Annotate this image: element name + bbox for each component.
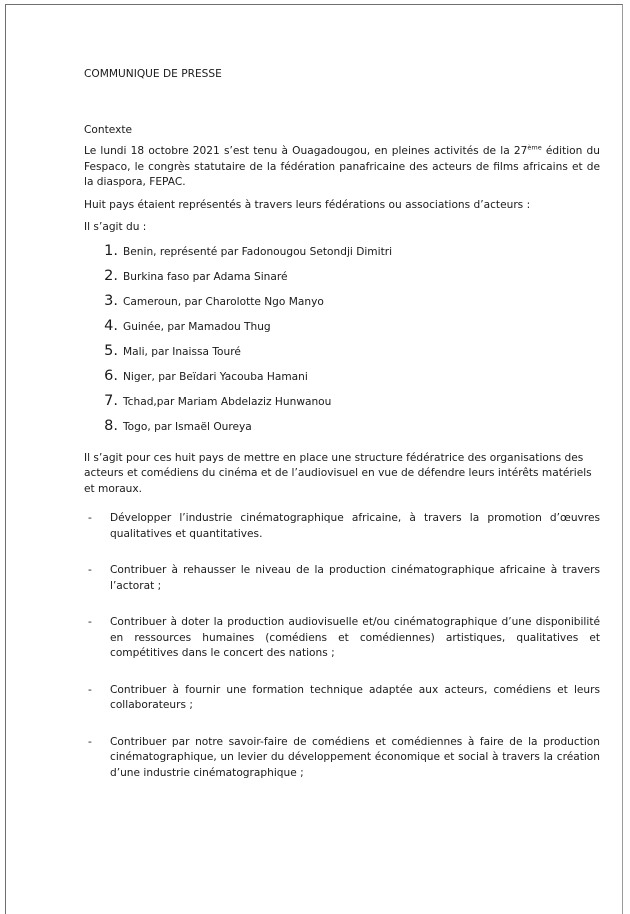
intro-text-start: Le lundi 18 octobre 2021 s’est tenu à Ouagadougou, en pleines activités de la 27 [84, 145, 528, 157]
document-page [5, 4, 623, 914]
objectives-list [84, 511, 600, 781]
intro-paragraph [84, 144, 600, 191]
bullet-dash: - [88, 512, 92, 524]
objective-text: Développer l’industrie cinématographique africaine, à travers la promotion d’œuvres qualitatives et quantitatives. [110, 512, 600, 540]
country-list-item [84, 319, 600, 344]
bullet-dash: - [88, 616, 92, 628]
list-intro-paragraph: Il s’agit du : [84, 221, 147, 233]
objective-item [84, 563, 600, 594]
bullet-dash: - [88, 683, 92, 696]
list-number: 1. [104, 242, 118, 259]
country-entry: Togo, par Ismaël Oureya [123, 420, 252, 433]
list-number: 8. [104, 417, 118, 434]
list-number: 2. [104, 267, 118, 284]
country-list-item [84, 419, 600, 444]
objective-item [84, 683, 600, 714]
objective-paragraph: Il s’agit pour ces huit pays de mettre en place une structure fédératrice des organisations des acteurs et comédiens du cinéma et de l’audiovisuel en vue de défendre leurs intérêts matériels et moraux. [84, 451, 592, 495]
context-title: Contexte [84, 123, 133, 136]
objective-item [84, 735, 600, 782]
country-entry: Burkina faso par Adama Sinaré [123, 270, 288, 283]
ordinal-superscript: ème [527, 143, 542, 152]
country-list-item [84, 294, 600, 319]
list-number: 5. [104, 342, 118, 359]
bullet-dash: - [88, 564, 92, 576]
country-list [84, 244, 600, 444]
country-entry: Niger, par Beïdari Yacouba Hamani [123, 370, 308, 383]
list-number: 7. [104, 392, 118, 409]
objective-text: Contribuer à doter la production audiovisuelle et/ou cinématographique d’une disponibilité en ressources humaines (comédiens et comédiennes) artistiques, qualitatives et compétitives dans le concert des nations ; [110, 616, 600, 659]
bullet-dash: - [88, 735, 92, 748]
list-number: 4. [104, 317, 118, 334]
country-entry: Benin, représenté par Fadonougou Setondji Dimitri [123, 245, 393, 258]
document-heading: COMMUNIQUE DE PRESSE [84, 68, 222, 80]
intro-text-end: édition du Fespaco, le congrès statutaire de la fédération panafricaine des acteurs de films africains et de la diaspora, FEPAC. [84, 145, 600, 188]
list-number: 3. [104, 292, 118, 309]
objective-text: Contribuer à fournir une formation technique adaptée aux acteurs, comédiens et leurs collaborateurs ; [110, 683, 600, 711]
country-list-item [84, 369, 600, 394]
objective-item [84, 511, 600, 542]
list-number: 6. [104, 367, 118, 384]
country-entry: Tchad,par Mariam Abdelaziz Hunwanou [123, 395, 332, 408]
document-body [84, 67, 600, 802]
country-entry: Guinée, par Mamadou Thug [123, 320, 271, 333]
country-list-item [84, 344, 600, 369]
country-list-item [84, 394, 600, 419]
objective-text: Contribuer à rehausser le niveau de la production cinématographique africaine à travers l’actorat ; [110, 564, 600, 592]
country-list-item [84, 244, 600, 269]
country-entry: Cameroun, par Charolotte Ngo Manyo [123, 295, 324, 308]
objective-text: Contribuer par notre savoir-faire de comédiens et comédiennes à faire de la production cinématographique, un levier du développement économique et social à travers la création d’une industrie cinématographique ; [110, 735, 600, 779]
objective-item [84, 615, 600, 662]
countries-paragraph: Huit pays étaient représentés à travers leurs fédérations ou associations d’acteurs : [84, 198, 531, 211]
country-entry: Mali, par Inaissa Touré [123, 345, 241, 358]
country-list-item [84, 269, 600, 294]
